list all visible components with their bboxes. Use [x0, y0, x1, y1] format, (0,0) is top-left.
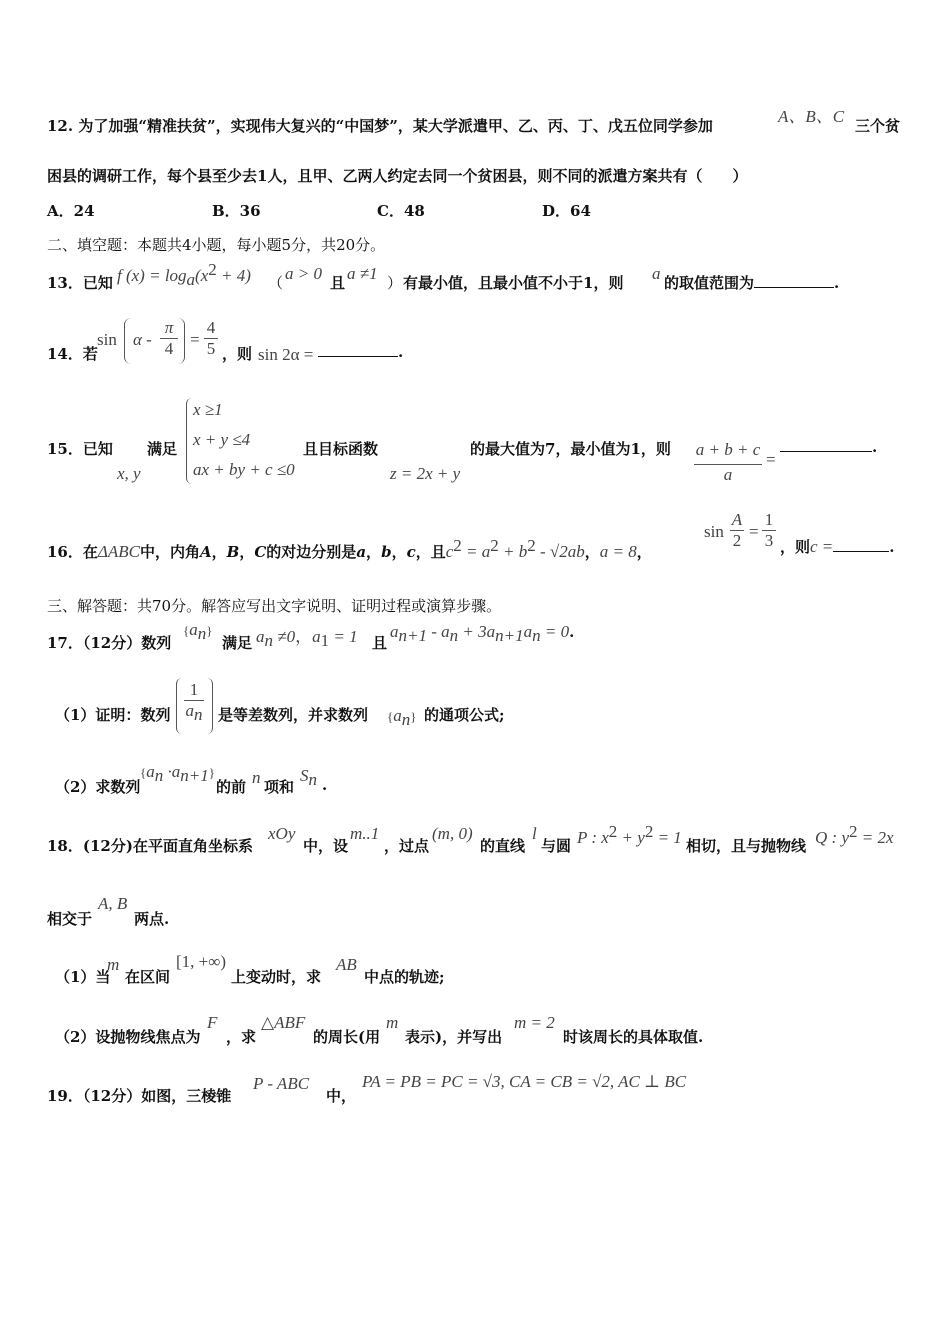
q15-constraint-2: x + y ≤4	[193, 430, 251, 449]
q18-line2-prefix: 相交于	[47, 910, 93, 928]
q14-paren-left	[124, 318, 131, 364]
q14-blank: .	[318, 343, 403, 361]
q18-part1-AB: AB	[336, 955, 357, 974]
q14-answer-blank	[318, 356, 398, 357]
q13-and: 且	[330, 274, 346, 292]
q12-option-b: B．36	[212, 202, 261, 220]
q18-AB: A, B	[98, 894, 128, 913]
q18-t4: 与圆	[541, 837, 572, 855]
q17-recurrence: $a_{n+1} - a_n + 3a_{n+1}a_n = 0$.	[390, 622, 575, 645]
q17-part1-reciprocal: $\frac{1}{a_n}$	[185, 680, 203, 724]
q12-line1-tail: 三个贫	[855, 117, 901, 135]
q17-part2-n: n	[252, 768, 261, 787]
q13-cond2: a ≠1	[347, 264, 378, 283]
q18-part1-m: m	[107, 955, 120, 974]
q17-conditions: $a_n \ne 0$，$a_1 = 1$	[256, 627, 358, 650]
q15-blank: .	[780, 438, 877, 456]
q18-part2-m2: m = 2	[514, 1013, 555, 1032]
q17-part2-S: $S_n$	[300, 766, 317, 789]
q17-part2-text2: 项和	[264, 778, 295, 796]
q18-head: 18．(12分)在平面直角坐标系	[47, 837, 253, 855]
q18-part2-prefix: （2）设抛物线焦点为	[55, 1028, 201, 1046]
q18-part2-triangle: △ABF	[261, 1013, 306, 1032]
q14-prefix: 14．若	[47, 345, 98, 363]
q18-part2-tail: 时该周长的具体取值.	[563, 1028, 704, 1046]
q15-mid1: 满足	[147, 440, 178, 458]
q17-part2-prefix: （2）求数列	[55, 778, 141, 796]
q12-math-abc: A、B、C	[778, 107, 845, 126]
q18-part1-prefix: （1）当	[55, 968, 111, 986]
q18-part2-F: F	[207, 1013, 218, 1032]
q18-circle: P : $x^2 + y^2 = 1$	[577, 822, 682, 847]
q12-option-a: A．24	[47, 202, 95, 220]
q17-part1-text: 是等差数列，并求数列	[218, 706, 369, 724]
q15-objective: z = 2x + y	[390, 464, 461, 483]
q17-part1-brace-left	[176, 678, 183, 734]
q18-l: l	[532, 824, 537, 843]
section3-heading: 三、解答题：共70分。解答应写出文字说明、证明过程或演算步骤。	[47, 597, 502, 615]
q18-part1-interval: [1, +∞)	[176, 952, 227, 971]
q17-part1-tail: 的通项公式;	[424, 706, 505, 724]
q18-parabola: Q : $y^2 = 2x$	[815, 822, 894, 847]
q12-text: 12. 为了加强“精准扶贫”，实现伟大复兴的“中国梦”，某大学派遣甲、乙、丙、丁、戊五位同学参加	[47, 117, 713, 135]
q17-part2-seq: $\{a_n \cdot a_{n+1}\}$	[140, 762, 215, 785]
q13-paren-open: （	[268, 274, 284, 292]
q13-paren-close: ）	[387, 274, 403, 292]
q16-tail: ，则c = .	[780, 537, 895, 556]
q15-eq: =	[766, 450, 776, 469]
q15-mid2: 且目标函数	[303, 440, 379, 458]
q18-t2: ，过点	[384, 837, 430, 855]
q16-line: 16．在ΔABC中，内角A，B，C的对边分别是a，b，c，且$c^2 = a^2 + b^2 - √2ab$，a = 8，	[47, 536, 652, 561]
q15-fraction: $\frac{a + b + c}{a}$	[695, 440, 761, 484]
q13-answer-blank	[754, 287, 834, 288]
q13-text: 有最小值，且最小值不小于1，则	[403, 274, 624, 292]
q17-part1-seq: $\{a_n\}$	[387, 706, 417, 729]
q16-sin: sin	[704, 522, 724, 541]
q13-tail: 的取值范围为 .	[664, 274, 840, 292]
q12-option-d: D．64	[542, 202, 591, 220]
q17-part2-end: .	[322, 776, 328, 794]
q15-text: 的最大值为7，最小值为1，则	[470, 440, 671, 458]
q15-constraint-1: x ≥1	[193, 400, 223, 419]
q17-part1-brace-right	[206, 678, 213, 734]
q14-sin: sin	[97, 330, 117, 349]
q15-system-brace	[186, 398, 193, 484]
q14-target: sin 2α =	[258, 345, 314, 364]
q13-var: a	[652, 264, 661, 283]
q18-t1: 中，设	[303, 837, 349, 855]
q14-paren-right	[178, 318, 185, 364]
q17-and: 且	[372, 634, 388, 652]
q14-pi-over-4: $\frac{\pi}{4}$	[160, 318, 178, 359]
q15-constraint-3: ax + by + c ≤0	[193, 460, 295, 479]
q15-prefix: 15．已知	[47, 440, 113, 458]
q17-part1-prefix: （1）证明：数列	[55, 706, 171, 724]
q15-vars: x, y	[117, 464, 141, 483]
q19-mid: 中，	[326, 1087, 357, 1105]
q19-head: 19．（12分）如图，三棱锥	[47, 1087, 232, 1105]
q17-line: 17．（12分）数列	[47, 634, 172, 652]
q16-A-over-2: $\frac{A}{2}$	[731, 510, 743, 550]
q13-function: f $(x) = \log_a(x^2 + 4)$	[117, 260, 251, 289]
q18-t5: 相切，且与抛物线	[686, 837, 807, 855]
q18-part2-text2: 的周长(用	[313, 1028, 381, 1046]
q18-part1-text2: 上变动时，求	[231, 968, 322, 986]
q14-alpha: α -	[133, 330, 152, 349]
q18-part2-text3: 表示)，并写出	[405, 1028, 503, 1046]
section2-heading: 二、填空题：本题共4小题，每小题5分，共20分。	[47, 236, 386, 254]
q18-xoy: xOy	[268, 824, 296, 843]
q12-line1	[47, 115, 713, 136]
q18-part1-text: 在区间	[125, 968, 171, 986]
q18-m: m..1	[350, 824, 380, 843]
q18-part2-text: ，求	[226, 1028, 257, 1046]
q18-point: (m, 0)	[432, 824, 473, 843]
q18-line2-tail: 两点.	[134, 910, 170, 928]
q19-pyramid: P - ABC	[253, 1074, 310, 1093]
q12-line2: 困县的调研工作，每个县至少去1人，且甲、乙两人约定去同一个贫困县，则不同的派遣方案共有（ ）	[47, 167, 748, 185]
q17-seq: $\{a_n\}$	[183, 620, 213, 643]
q13-prefix: 13．已知	[47, 274, 113, 292]
q16-answer-blank	[833, 551, 889, 552]
q14-frac-4-5: $\frac{4}{5}$	[204, 318, 218, 359]
q17-part2-text: 的前	[216, 778, 247, 796]
q18-t3: 的直线	[480, 837, 526, 855]
q19-conditions: PA = PB = PC = √3, CA = CB = √2, AC ⊥ BC	[362, 1072, 687, 1091]
q18-part1-tail: 中点的轨迹;	[364, 968, 445, 986]
q14-eq: =	[190, 330, 200, 349]
q15-answer-blank	[780, 451, 872, 452]
q16-eq: =	[749, 522, 759, 541]
q17-cond-text: 满足	[222, 634, 253, 652]
q18-part2-m: m	[386, 1013, 399, 1032]
q16-frac-1-3: $\frac{1}{3}$	[762, 510, 776, 551]
q14-mid: ，则	[222, 345, 253, 363]
q13-cond1: a > 0	[285, 264, 322, 283]
q12-option-c: C．48	[377, 202, 425, 220]
